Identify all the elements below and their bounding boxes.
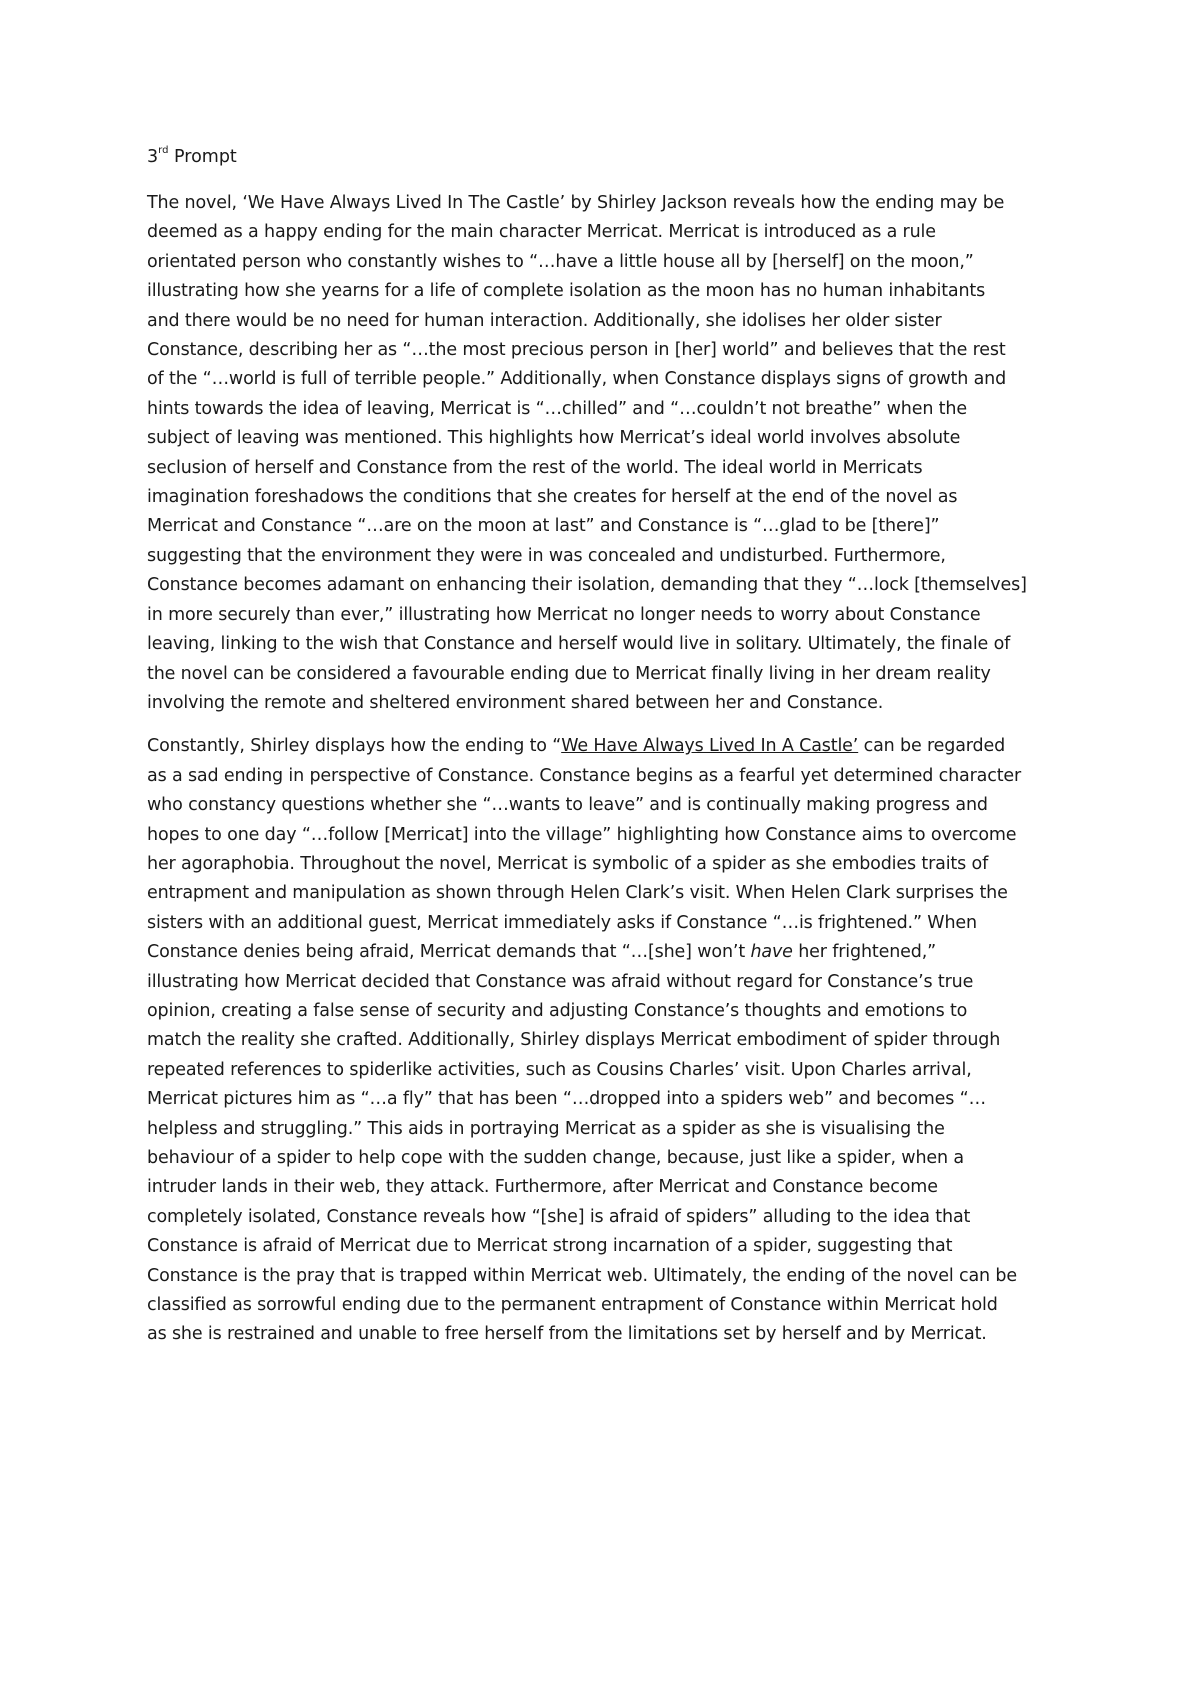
- paragraph-line: subject of leaving was mentioned. This highlights how Merricat’s ideal world involves absolute: [147, 428, 961, 449]
- paragraph-line: completely isolated, Constance reveals how “[she] is afraid of spiders” alluding to the idea that: [147, 1206, 971, 1227]
- paragraph-line: match the reality she crafted. Additionally, Shirley displays Merricat embodiment of spider through: [147, 1030, 1001, 1051]
- paragraph-line: repeated references to spiderlike activities, such as Cousins Charles’ visit. Upon Charles arrival,: [147, 1059, 972, 1080]
- heading-word: Prompt: [174, 147, 237, 167]
- heading-number: 3: [147, 147, 159, 167]
- paragraph-line: suggesting that the environment they were in was concealed and undisturbed. Furthermore,: [147, 545, 946, 566]
- paragraph-line: sisters with an additional guest, Merricat immediately asks if Constance “…is frightened.” When: [147, 912, 977, 933]
- paragraph-line: of the “…world is full of terrible people.” Additionally, when Constance displays signs of growth and: [147, 369, 1007, 390]
- paragraph-line: seclusion of herself and Constance from the rest of the world. The ideal world in Merricats: [147, 457, 923, 478]
- paragraph-line: opinion, creating a false sense of security and adjusting Constance’s thoughts and emotions to: [147, 1000, 968, 1021]
- paragraph-line: involving the remote and sheltered environment shared between her and Constance.: [147, 692, 884, 713]
- paragraph-line: classified as sorrowful ending due to the permanent entrapment of Constance within Merricat hold: [147, 1295, 998, 1316]
- paragraph-line: as a sad ending in perspective of Constance. Constance begins as a fearful yet determined character: [147, 765, 1022, 786]
- line-text: can be regarded: [858, 736, 1006, 757]
- paragraph-line: imagination foreshadows the conditions that she creates for herself at the end of the novel as: [147, 487, 958, 508]
- paragraph-line: Constance, describing her as “…the most precious person in [her] world” and believes that the rest: [147, 340, 1006, 361]
- paragraph-line: Merricat pictures him as “…a fly” that has been “…dropped into a spiders web” and becomes “…: [147, 1089, 986, 1110]
- paragraph-line: The novel, ‘We Have Always Lived In The Castle’ by Shirley Jackson reveals how the ending may be: [147, 193, 1005, 213]
- paragraph-line: leaving, linking to the wish that Constance and herself would live in solitary. Ultimately, the finale of: [147, 634, 1011, 655]
- paragraph-line: her agoraphobia. Throughout the novel, Merricat is symbolic of a spider as she embodies traits of: [147, 853, 989, 874]
- paragraph-line: and there would be no need for human interaction. Additionally, she idolises her older sister: [147, 310, 942, 331]
- line-text: Constance denies being afraid, Merricat demands that “…[she] won’t: [147, 942, 751, 963]
- line-text: Constantly, Shirley displays how the ending to “: [147, 736, 562, 757]
- heading-ordinal-suffix: rd: [158, 145, 169, 157]
- paragraph-line: who constancy questions whether she “…wants to leave” and is continually making progress and: [147, 795, 988, 816]
- paragraph-happy-ending: [147, 189, 1067, 718]
- paragraph-line: illustrating how she yearns for a life of complete isolation as the moon has no human inhabitants: [147, 281, 986, 302]
- paragraph-line: illustrating how Merricat decided that Constance was afraid without regard for Constance’s true: [147, 971, 974, 992]
- paragraph-line: Merricat and Constance “…are on the moon at last” and Constance is “…glad to be [there]”: [147, 516, 940, 537]
- paragraph-line: deemed as a happy ending for the main character Merricat. Merricat is introduced as a rule: [147, 222, 936, 243]
- paragraph-line: behaviour of a spider to help cope with the sudden change, because, just like a spider, when a: [147, 1148, 964, 1168]
- paragraph-sad-ending: [147, 732, 1067, 1350]
- paragraph-line: helpless and struggling.” This aids in portraying Merricat as a spider as she is visualising the: [147, 1118, 945, 1139]
- paragraph-line: as she is restrained and unable to free herself from the limitations set by herself and by Merricat.: [147, 1324, 987, 1345]
- paragraph-line: [147, 938, 1067, 967]
- paragraph-line: the novel can be considered a favourable ending due to Merricat finally living in her dream reality: [147, 663, 991, 684]
- document-body: [147, 145, 1067, 1364]
- prompt-heading: [147, 145, 1067, 169]
- paragraph-line: Constance is the pray that is trapped within Merricat web. Ultimately, the ending of the novel can be: [147, 1265, 1017, 1286]
- underlined-book-title: We Have Always Lived In A Castle’: [561, 736, 859, 757]
- paragraph-line: hints towards the idea of leaving, Merricat is “…chilled” and “…couldn’t not breathe” when the: [147, 398, 967, 419]
- line-text: her frightened,”: [792, 942, 937, 963]
- paragraph-line: orientated person who constantly wishes to “…have a little house all by [herself] on the moon,”: [147, 251, 974, 272]
- paragraph-line: intruder lands in their web, they attack. Furthermore, after Merricat and Constance become: [147, 1177, 938, 1198]
- italic-word: have: [750, 942, 793, 963]
- paragraph-line: Constance becomes adamant on enhancing their isolation, demanding that they “…lock [themselves]: [147, 575, 1027, 596]
- paragraph-line: in more securely than ever,” illustrating how Merricat no longer needs to worry about Constance: [147, 604, 981, 625]
- paragraph-line: [147, 732, 1067, 761]
- paragraph-line: hopes to one day “…follow [Merricat] into the village” highlighting how Constance aims to overcome: [147, 824, 1017, 845]
- paragraph-line: Constance is afraid of Merricat due to Merricat strong incarnation of a spider, suggesting that: [147, 1236, 953, 1257]
- paragraph-line: entrapment and manipulation as shown through Helen Clark’s visit. When Helen Clark surprises the: [147, 883, 1008, 904]
